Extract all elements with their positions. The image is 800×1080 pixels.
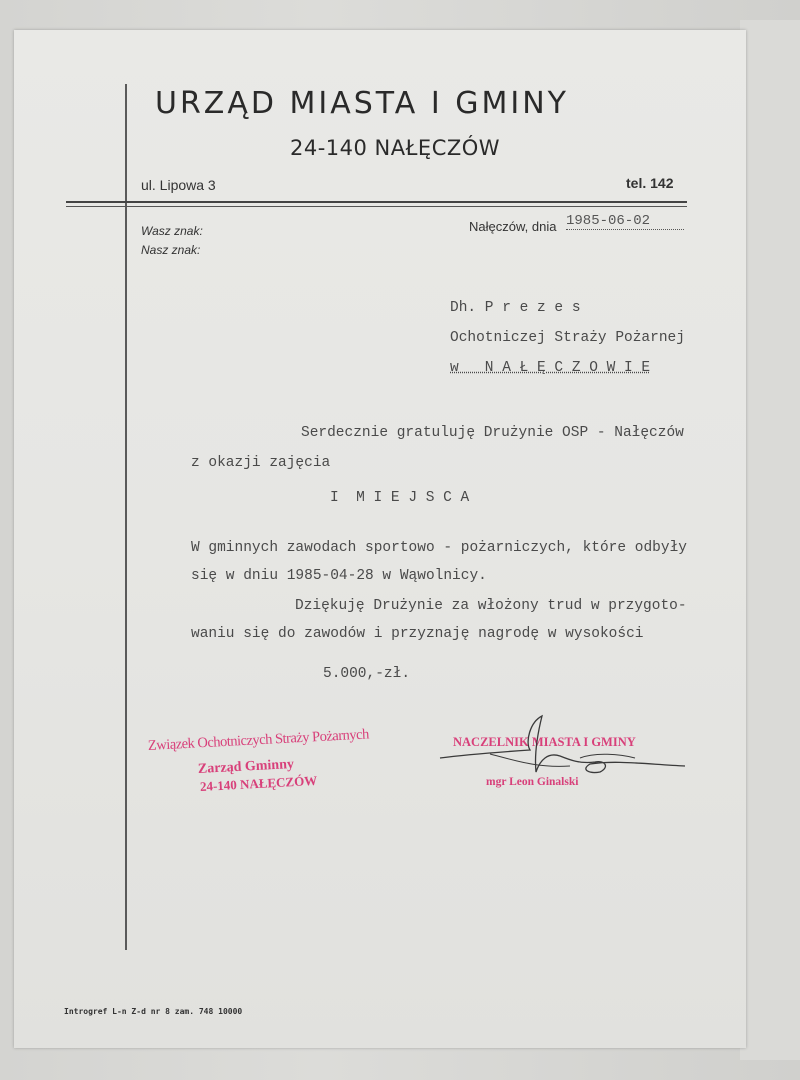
date-label: Nałęczów, dnia	[469, 219, 557, 234]
stamp-mayor-name: mgr Leon Ginalski	[486, 776, 579, 788]
letterhead-office: URZĄD MIASTA I GMINY	[155, 86, 569, 121]
our-ref-label: Nasz znak:	[141, 243, 201, 257]
handwritten-signature	[430, 712, 690, 792]
date-value: 1985-06-02	[566, 213, 684, 230]
stamp-osp-board: Zarząd Gminny	[197, 756, 295, 777]
header-divider-thin	[66, 206, 687, 207]
body-congrats-line: Serdecznie gratuluję Drużynie OSP - Nałęczów	[301, 425, 684, 441]
stamp-osp-address: 24-140 NAŁĘCZÓW	[199, 772, 318, 794]
recipient-organization: Ochotniczej Straży Pożarnej	[450, 330, 685, 346]
body-competition-line2: się w dniu 1985-04-28 w Wąwolnicy.	[191, 568, 487, 584]
stamp-osp-union: Związek Ochotniczych Straży Pożarnych	[147, 726, 370, 754]
margin-rule	[125, 84, 127, 950]
body-competition-line1: W gminnych zawodach sportowo - pożarniczych, które odbyły	[191, 540, 687, 556]
letterhead-postal-city: 24-140 NAŁĘCZÓW	[290, 136, 501, 160]
stamp-mayor-title: NACZELNIK MIASTA I GMINY	[453, 735, 636, 749]
body-place-line: I M I E J S C A	[330, 490, 470, 506]
letterhead-street: ul. Lipowa 3	[141, 177, 216, 193]
header-divider-thick	[66, 201, 687, 203]
print-info: Introgref L-n Z-d nr 8 zam. 748 10000	[64, 1007, 243, 1016]
body-thanks-line2: waniu się do zawodów i przyznaję nagrodę w wysokości	[191, 626, 644, 642]
letterhead-phone: tel. 142	[626, 175, 674, 191]
recipient-location: w N A Ł Ę C Z O W I E	[450, 360, 651, 376]
body-occasion-line: z okazji zajęcia	[191, 455, 331, 471]
underlying-sheet	[740, 20, 800, 1060]
body-amount: 5.000,-zł.	[323, 666, 411, 682]
body-thanks-line1: Dziękuję Drużynie za włożony trud w przygoto-	[295, 598, 687, 614]
recipient-title: Dh. P r e z e s	[450, 300, 581, 316]
your-ref-label: Wasz znak:	[141, 224, 203, 238]
